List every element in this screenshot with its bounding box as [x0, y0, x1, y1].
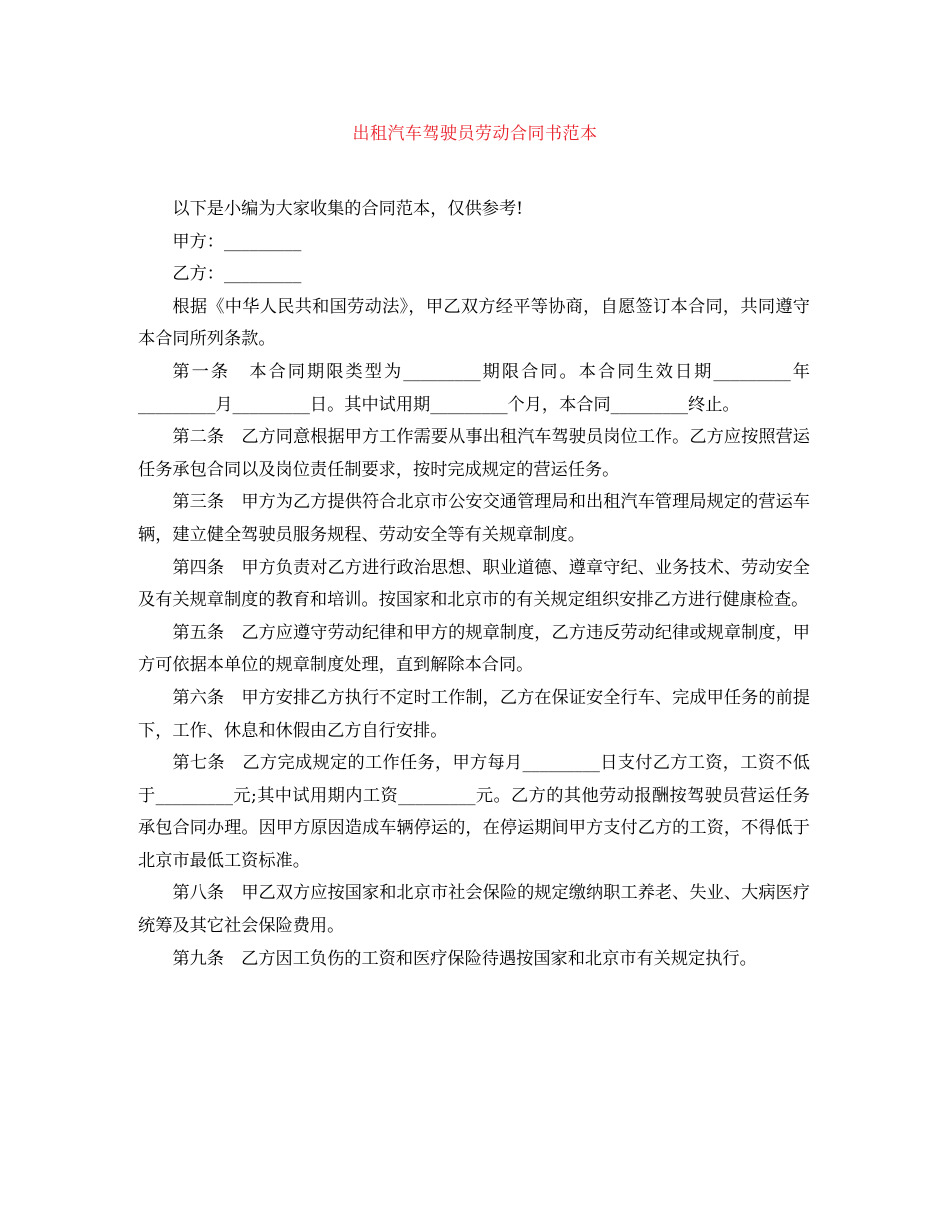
document-title: 出租汽车驾驶员劳动合同书范本	[352, 124, 598, 144]
document-body	[138, 193, 810, 975]
article-6: 第六条 甲方安排乙方执行不定时工作制，乙方在保证安全行车、完成甲任务的前提下，工作、休息和休假由乙方自行安排。	[138, 687, 810, 741]
party-a-line: 甲方：_________	[172, 231, 302, 252]
intro-paragraph: 以下是小编为大家收集的合同范本，仅供参考!	[172, 199, 524, 219]
article-3: 第三条 甲方为乙方提供符合北京市公安交通管理局和出租汽车管理局规定的营运车辆，建立健全驾驶员服务规程、劳动安全等有关规章制度。	[138, 492, 810, 545]
article-7: 第七条 乙方完成规定的工作任务，甲方每月_________日支付乙方工资，工资不低于_________元;其中试用期内工资_________元。乙方的其他劳动报酬按驾驶员营运任务承包合同办理。因甲方原因造成车辆停运的，在停运期间甲方支付乙方的工资，不得低于北京市最低工资标准。	[138, 753, 810, 871]
article-8: 第八条 甲乙双方应按国家和北京市社会保险的规定缴纳职工养老、失业、大病医疗统筹及其它社会保险费用。	[138, 883, 810, 937]
article-9: 第九条 乙方因工负伤的工资和医疗保险待遇按国家和北京市有关规定执行。	[172, 948, 757, 969]
party-b-line: 乙方：_________	[172, 264, 302, 285]
article-4: 第四条 甲方负责对乙方进行政治思想、职业道德、遵章守纪、业务技术、劳动安全及有关规章制度的教育和培训。按国家和北京市的有关规定组织安排乙方进行健康检查。	[138, 557, 810, 611]
article-1: 第一条 本合同期限类型为_________期限合同。本合同生效日期_________年_________月_________日。其中试用期_________个月，本合同_________终止。	[138, 361, 810, 415]
article-2: 第二条 乙方同意根据甲方工作需要从事出租汽车驾驶员岗位工作。乙方应按照营运任务承包合同以及岗位责任制要求，按时完成规定的营运任务。	[138, 427, 810, 480]
article-5: 第五条 乙方应遵守劳动纪律和甲方的规章制度，乙方违反劳动纪律或规章制度，甲方可依据本单位的规章制度处理，直到解除本合同。	[138, 622, 810, 676]
preamble-paragraph: 根据《中华人民共和国劳动法》，甲乙双方经平等协商，自愿签订本合同，共同遵守本合同所列条款。	[138, 296, 810, 350]
